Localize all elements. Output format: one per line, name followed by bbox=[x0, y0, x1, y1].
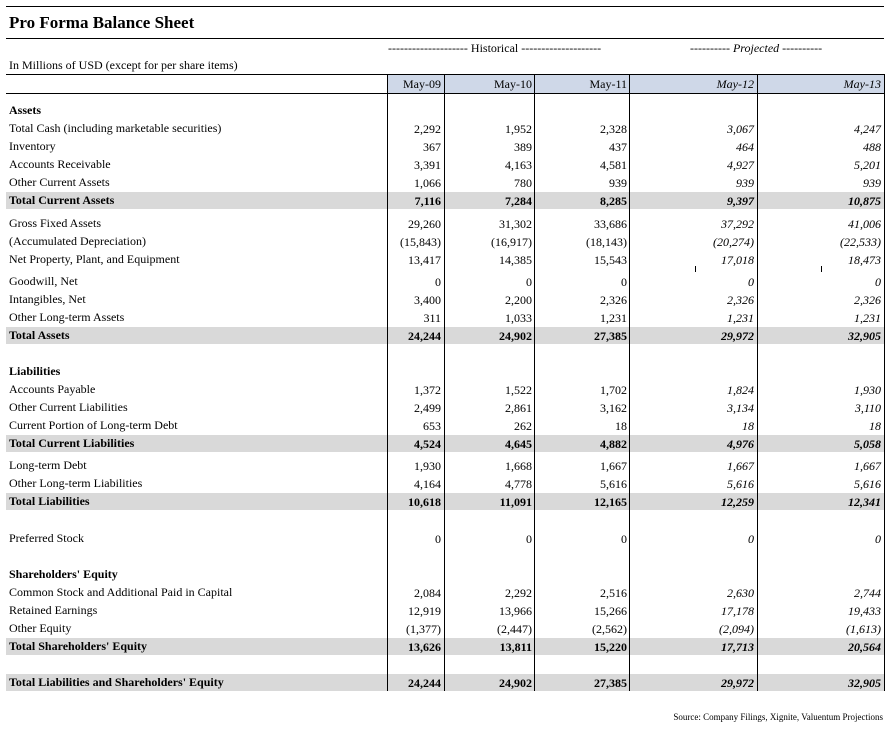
cell-may-10: 0 bbox=[526, 275, 532, 289]
cell-may-09: (1,377) bbox=[406, 622, 441, 636]
row-label: Total Liabilities bbox=[9, 494, 90, 508]
total-row bbox=[6, 493, 884, 510]
cell-may-12: 9,397 bbox=[727, 194, 754, 208]
column-divider bbox=[534, 74, 535, 691]
header-top-rule bbox=[6, 74, 884, 75]
row-label: (Accumulated Depreciation) bbox=[9, 234, 146, 248]
cell-may-12: 0 bbox=[748, 532, 754, 546]
cell-may-09: 29,260 bbox=[408, 217, 441, 231]
cell-may-12: 5,616 bbox=[727, 477, 754, 491]
table-row bbox=[6, 291, 884, 308]
cell-may-10: 1,668 bbox=[505, 459, 532, 473]
cell-may-12: 17,018 bbox=[721, 253, 754, 267]
cell-may-12: 3,067 bbox=[727, 122, 754, 136]
table-row bbox=[6, 620, 884, 637]
cell-may-11: 4,882 bbox=[600, 437, 627, 451]
cell-may-12: 29,972 bbox=[721, 329, 754, 343]
cell-may-11: 27,385 bbox=[594, 329, 627, 343]
title-rule bbox=[6, 38, 884, 39]
cell-may-12: 18 bbox=[742, 419, 754, 433]
cell-may-11: 33,686 bbox=[594, 217, 627, 231]
cell-may-12: 1,824 bbox=[727, 383, 754, 397]
section-header-row bbox=[6, 363, 884, 380]
cell-may-12: 4,976 bbox=[727, 437, 754, 451]
cell-may-13: 5,616 bbox=[854, 477, 881, 491]
cell-may-09: 3,400 bbox=[414, 293, 441, 307]
column-divider bbox=[629, 74, 630, 691]
cell-may-12: 464 bbox=[736, 140, 754, 154]
cell-may-12: (20,274) bbox=[713, 235, 754, 249]
cell-may-11: 939 bbox=[609, 176, 627, 190]
cell-may-09: 3,391 bbox=[414, 158, 441, 172]
total-row bbox=[6, 638, 884, 655]
cell-may-10: 2,200 bbox=[505, 293, 532, 307]
cell-may-09: 7,116 bbox=[414, 194, 441, 208]
row-label: Long-term Debt bbox=[9, 458, 87, 472]
row-label: Other Long-term Assets bbox=[9, 310, 125, 324]
cell-may-09: 1,930 bbox=[414, 459, 441, 473]
cell-may-11: 27,385 bbox=[594, 676, 627, 690]
table-row bbox=[6, 251, 884, 268]
table-row bbox=[6, 584, 884, 601]
row-label: Total Cash (including marketable securities) bbox=[9, 121, 222, 135]
cell-may-10: 262 bbox=[514, 419, 532, 433]
cell-may-09: 311 bbox=[423, 311, 441, 325]
marker-tick bbox=[695, 266, 696, 272]
row-label: Preferred Stock bbox=[9, 531, 84, 545]
cell-may-13: 41,006 bbox=[848, 217, 881, 231]
row-label: Total Current Assets bbox=[9, 193, 115, 207]
column-divider bbox=[387, 74, 388, 691]
top-rule bbox=[6, 6, 884, 7]
cell-may-12: 12,259 bbox=[721, 495, 754, 509]
row-label: Accounts Payable bbox=[9, 382, 96, 396]
table-row bbox=[6, 156, 884, 173]
table-row bbox=[6, 273, 884, 290]
cell-may-10: 4,645 bbox=[505, 437, 532, 451]
row-label: Retained Earnings bbox=[9, 603, 98, 617]
row-label: Goodwill, Net bbox=[9, 274, 78, 288]
header-bottom-rule bbox=[6, 93, 884, 94]
cell-may-11: 15,220 bbox=[594, 640, 627, 654]
cell-may-13: 12,341 bbox=[848, 495, 881, 509]
cell-may-13: 1,930 bbox=[854, 383, 881, 397]
row-label: Current Portion of Long-term Debt bbox=[9, 418, 178, 432]
cell-may-13: 2,744 bbox=[854, 586, 881, 600]
cell-may-13: 18,473 bbox=[848, 253, 881, 267]
cell-may-10: 14,385 bbox=[499, 253, 532, 267]
cell-may-10: 1,952 bbox=[505, 122, 532, 136]
cell-may-11: 3,162 bbox=[600, 401, 627, 415]
cell-may-10: 1,033 bbox=[505, 311, 532, 325]
row-label: Common Stock and Additional Paid in Capital bbox=[9, 585, 233, 599]
cell-may-13: 1,231 bbox=[854, 311, 881, 325]
cell-may-13: 939 bbox=[863, 176, 881, 190]
cell-may-13: 1,667 bbox=[854, 459, 881, 473]
row-label: Total Assets bbox=[9, 328, 70, 342]
cell-may-12: 29,972 bbox=[721, 676, 754, 690]
cell-may-11: 12,165 bbox=[594, 495, 627, 509]
source-note: Source: Company Filings, Xignite, Valuentum Projections bbox=[673, 712, 883, 722]
cell-may-09: 0 bbox=[435, 275, 441, 289]
cell-may-11: 15,543 bbox=[594, 253, 627, 267]
cell-may-12: 2,326 bbox=[727, 293, 754, 307]
row-label: Shareholders' Equity bbox=[9, 567, 118, 581]
column-header-may-12: May-12 bbox=[716, 77, 754, 91]
cell-may-12: 3,134 bbox=[727, 401, 754, 415]
cell-may-13: 19,433 bbox=[848, 604, 881, 618]
cell-may-09: 2,499 bbox=[414, 401, 441, 415]
total-row bbox=[6, 192, 884, 209]
cell-may-09: 4,524 bbox=[414, 437, 441, 451]
table-row bbox=[6, 138, 884, 155]
table-row bbox=[6, 530, 884, 547]
cell-may-09: 0 bbox=[435, 532, 441, 546]
row-label: Liabilities bbox=[9, 364, 61, 378]
cell-may-10: (2,447) bbox=[497, 622, 532, 636]
cell-may-11: 1,702 bbox=[600, 383, 627, 397]
cell-may-11: (2,562) bbox=[592, 622, 627, 636]
cell-may-10: 389 bbox=[514, 140, 532, 154]
table-row bbox=[6, 417, 884, 434]
cell-may-10: 780 bbox=[514, 176, 532, 190]
cell-may-09: 12,919 bbox=[408, 604, 441, 618]
cell-may-12: 1,667 bbox=[727, 459, 754, 473]
cell-may-11: 2,326 bbox=[600, 293, 627, 307]
cell-may-09: 13,417 bbox=[408, 253, 441, 267]
cell-may-11: 2,328 bbox=[600, 122, 627, 136]
cell-may-12: 4,927 bbox=[727, 158, 754, 172]
total-row bbox=[6, 435, 884, 452]
cell-may-12: 1,231 bbox=[727, 311, 754, 325]
marker-tick bbox=[821, 266, 822, 272]
section-header-row bbox=[6, 102, 884, 119]
table-row bbox=[6, 309, 884, 326]
cell-may-13: 0 bbox=[875, 275, 881, 289]
table-row bbox=[6, 457, 884, 474]
cell-may-09: 2,084 bbox=[414, 586, 441, 600]
cell-may-12: 17,178 bbox=[721, 604, 754, 618]
row-label: Other Current Assets bbox=[9, 175, 110, 189]
cell-may-12: (2,094) bbox=[719, 622, 754, 636]
cell-may-09: 653 bbox=[423, 419, 441, 433]
column-header-may-13: May-13 bbox=[843, 77, 881, 91]
cell-may-09: 2,292 bbox=[414, 122, 441, 136]
column-header-may-09: May-09 bbox=[403, 77, 441, 91]
cell-may-13: 5,058 bbox=[854, 437, 881, 451]
cell-may-11: 437 bbox=[609, 140, 627, 154]
cell-may-11: 15,266 bbox=[594, 604, 627, 618]
cell-may-09: (15,843) bbox=[400, 235, 441, 249]
cell-may-11: 4,581 bbox=[600, 158, 627, 172]
row-label: Other Long-term Liabilities bbox=[9, 476, 143, 490]
cell-may-11: 0 bbox=[621, 532, 627, 546]
table-row bbox=[6, 120, 884, 137]
total-row bbox=[6, 674, 884, 691]
cell-may-13: 32,905 bbox=[848, 676, 881, 690]
cell-may-13: 2,326 bbox=[854, 293, 881, 307]
cell-may-12: 2,630 bbox=[727, 586, 754, 600]
table-row bbox=[6, 174, 884, 191]
table-row bbox=[6, 233, 884, 250]
cell-may-13: 3,110 bbox=[854, 401, 881, 415]
cell-may-10: 13,811 bbox=[499, 640, 532, 654]
cell-may-13: 32,905 bbox=[848, 329, 881, 343]
cell-may-10: 0 bbox=[526, 532, 532, 546]
page-title: Pro Forma Balance Sheet bbox=[9, 13, 195, 32]
row-label: Total Current Liabilities bbox=[9, 436, 135, 450]
cell-may-11: 5,616 bbox=[600, 477, 627, 491]
row-label: Intangibles, Net bbox=[9, 292, 86, 306]
column-divider bbox=[757, 74, 758, 691]
cell-may-12: 17,713 bbox=[721, 640, 754, 654]
cell-may-12: 939 bbox=[736, 176, 754, 190]
table-row bbox=[6, 602, 884, 619]
column-divider bbox=[884, 74, 885, 691]
cell-may-09: 1,372 bbox=[414, 383, 441, 397]
table-row bbox=[6, 381, 884, 398]
cell-may-11: 1,231 bbox=[600, 311, 627, 325]
cell-may-10: 24,902 bbox=[499, 329, 532, 343]
projected-group-label: ---------- Projected ---------- bbox=[690, 41, 823, 55]
column-header-may-11: May-11 bbox=[589, 77, 627, 91]
cell-may-11: 18 bbox=[615, 419, 627, 433]
cell-may-09: 10,618 bbox=[408, 495, 441, 509]
cell-may-13: 5,201 bbox=[854, 158, 881, 172]
cell-may-13: 20,564 bbox=[848, 640, 881, 654]
cell-may-13: 10,875 bbox=[848, 194, 881, 208]
historical-group-label: -------------------- Historical -------------------- bbox=[388, 41, 602, 55]
cell-may-10: 24,902 bbox=[499, 676, 532, 690]
cell-may-09: 1,066 bbox=[414, 176, 441, 190]
cell-may-10: (16,917) bbox=[491, 235, 532, 249]
cell-may-13: 4,247 bbox=[854, 122, 881, 136]
cell-may-13: 0 bbox=[875, 532, 881, 546]
cell-may-13: 488 bbox=[863, 140, 881, 154]
row-label: Inventory bbox=[9, 139, 56, 153]
cell-may-10: 31,302 bbox=[499, 217, 532, 231]
cell-may-10: 1,522 bbox=[505, 383, 532, 397]
cell-may-10: 7,284 bbox=[505, 194, 532, 208]
cell-may-11: 8,285 bbox=[600, 194, 627, 208]
cell-may-11: 0 bbox=[621, 275, 627, 289]
cell-may-13: 18 bbox=[869, 419, 881, 433]
row-label: Accounts Receivable bbox=[9, 157, 111, 171]
cell-may-09: 4,164 bbox=[414, 477, 441, 491]
section-header-row bbox=[6, 566, 884, 583]
row-label: Other Equity bbox=[9, 621, 72, 635]
cell-may-10: 13,966 bbox=[499, 604, 532, 618]
cell-may-13: (1,613) bbox=[846, 622, 881, 636]
row-label: Total Liabilities and Shareholders' Equity bbox=[9, 675, 224, 689]
cell-may-13: (22,533) bbox=[840, 235, 881, 249]
row-label: Assets bbox=[9, 103, 41, 117]
cell-may-12: 37,292 bbox=[721, 217, 754, 231]
cell-may-10: 4,778 bbox=[505, 477, 532, 491]
cell-may-12: 0 bbox=[748, 275, 754, 289]
table-row bbox=[6, 399, 884, 416]
table-row bbox=[6, 215, 884, 232]
column-header-may-10: May-10 bbox=[494, 77, 532, 91]
cell-may-11: 2,516 bbox=[600, 586, 627, 600]
cell-may-11: 1,667 bbox=[600, 459, 627, 473]
table-row bbox=[6, 475, 884, 492]
cell-may-09: 24,244 bbox=[408, 329, 441, 343]
cell-may-09: 24,244 bbox=[408, 676, 441, 690]
cell-may-11: (18,143) bbox=[586, 235, 627, 249]
column-divider bbox=[444, 74, 445, 691]
cell-may-09: 367 bbox=[423, 140, 441, 154]
units-note: In Millions of USD (except for per share items) bbox=[9, 58, 238, 72]
row-label: Gross Fixed Assets bbox=[9, 216, 102, 230]
row-label: Total Shareholders' Equity bbox=[9, 639, 148, 653]
cell-may-10: 2,861 bbox=[505, 401, 532, 415]
cell-may-09: 13,626 bbox=[408, 640, 441, 654]
cell-may-10: 11,091 bbox=[499, 495, 532, 509]
row-label: Net Property, Plant, and Equipment bbox=[9, 252, 180, 266]
cell-may-10: 2,292 bbox=[505, 586, 532, 600]
cell-may-10: 4,163 bbox=[505, 158, 532, 172]
total-row bbox=[6, 327, 884, 344]
row-label: Other Current Liabilities bbox=[9, 400, 128, 414]
